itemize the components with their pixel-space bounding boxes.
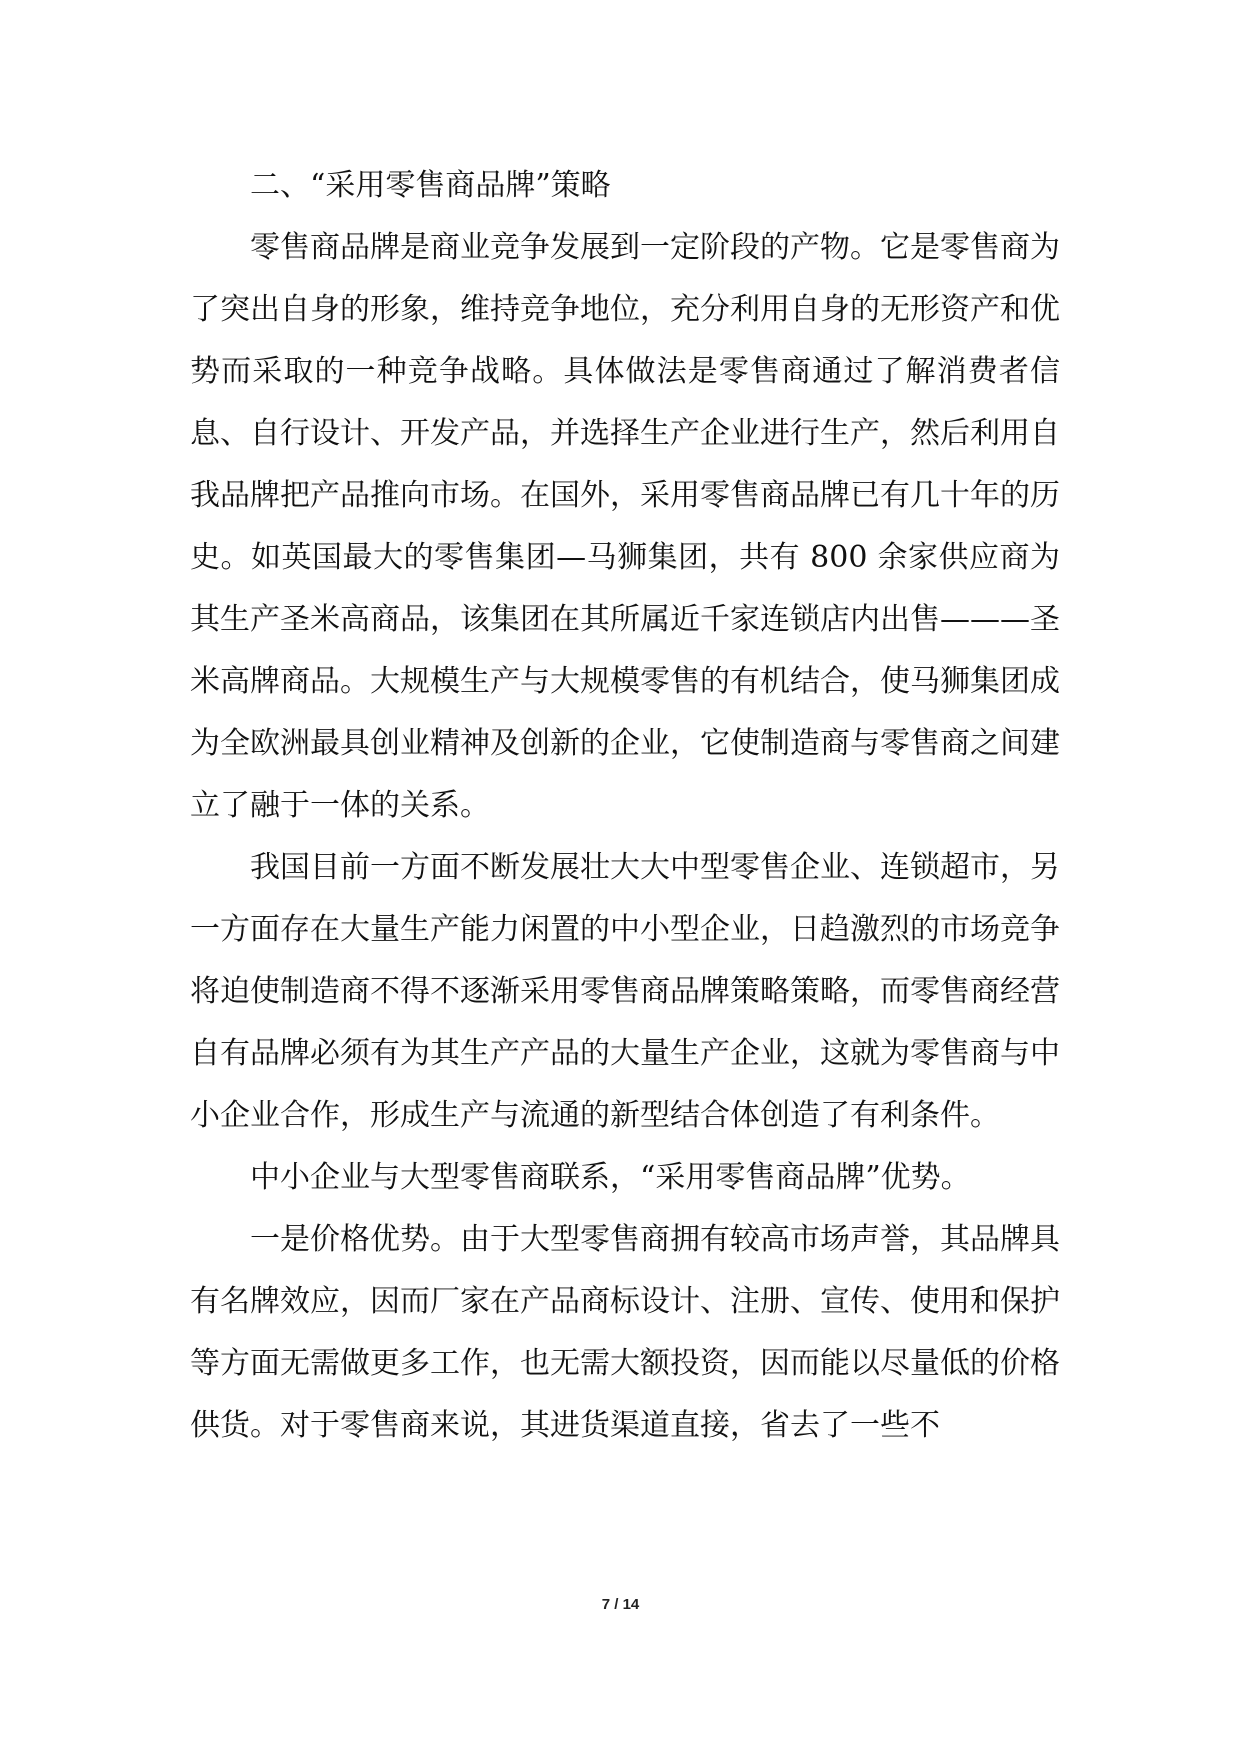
paragraph: 零售商品牌是商业竞争发展到一定阶段的产物。它是零售商为了突出自身的形象，维持竞争地位，充分利用自身的无形资产和优势而采取的一种竞争战略。具体做法是零售商通过了解消费者信息、自行设计、开发产品，并选择生产企业进行生产，然后利用自我品牌把产品推向市场。在国外，采用零售商品牌已有几十年的历史。如英国最大的零售集团—马狮集团，共有 800 余家供应商为其生产圣米高商品，该集团在其所属近千家连锁店内出售———圣米高牌商品。大规模生产与大规模零售的有机结合，使马狮集团成为全欧洲最具创业精神及创新的企业，它使制造商与零售商之间建立了融于一体的关系。 <box>190 230 1060 823</box>
paragraph: 一是价格优势。由于大型零售商拥有较高市场声誉，其品牌具有名牌效应，因而厂家在产品商标设计、注册、宣传、使用和保护等方面无需做更多工作，也无需大额投资，因而能以尽量低的价格供货。对于零售商来说，其进货渠道直接，省去了一些不 <box>190 1222 1060 1443</box>
paragraph: 我国目前一方面不断发展壮大大中型零售企业、连锁超市，另一方面存在大量生产能力闲置的中小型企业，日趋激烈的市场竞争将迫使制造商不得不逐渐采用零售商品牌策略策略，而零售商经营自有品牌必须有为其生产产品的大量生产企业，这就为零售商与中小企业合作，形成生产与流通的新型结合体创造了有利条件。 <box>190 850 1060 1133</box>
paragraph: 中小企业与大型零售商联系，“采用零售商品牌”优势。 <box>250 1160 971 1195</box>
document-body <box>190 155 1060 1457</box>
section-heading: 二、“采用零售商品牌”策略 <box>250 168 611 203</box>
page-number: 7 / 14 <box>601 1596 640 1613</box>
